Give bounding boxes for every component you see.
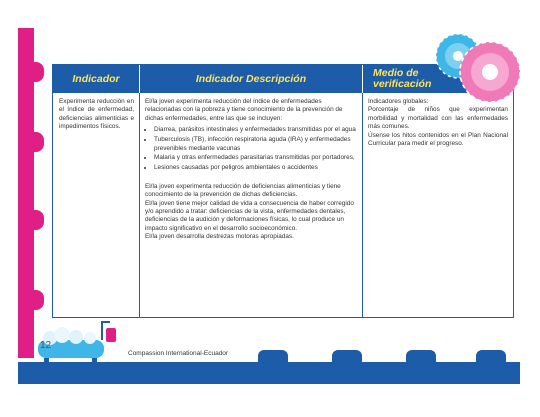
page-number: 12 <box>40 340 52 351</box>
column-divider <box>139 93 140 317</box>
binding-tab <box>32 290 44 310</box>
indicator-cell: Experimenta reducción en el índice de enfermedad, deficiencias alimenticias e impedimentos físicos. <box>59 98 134 131</box>
description-cell: El/la joven experimenta reducción del índice de enfermedades relacionadas con la pobreza y tiene conocimiento de la prevención de dichas enfermedades, entre las que se incluyen: • Diarrea, parásitos intestinales y enfermedades transmitidas por el agua • Tuberculosis (TB), infección respiratoria aguda (IRA) y enfermedades prevenibles mediante vacunas • Malaria y otras enfermedades parasitarias transmitidas por portadores, • Lesiones causadas por peligros ambientales o accidentes El/la joven experimenta reducción de deficiencias alimenticias y tiene conocimiento de la prevención de dichas deficiencias. El/la joven tiene mejor calidad de vida a consecuencia de haber corregido y/o aprendido a tratar: deficiencias de la vista, enfermedades dentales, deficiencias de la audición y deformaciones físicas, lo cual produce un impacto significativo en el desarrollo socioeconómico. El/la joven desarrolla destrezas motoras apropiadas. <box>145 98 357 242</box>
footer-bump <box>476 350 506 364</box>
footer-bump <box>406 350 436 364</box>
header-indicador: Indicador <box>53 65 139 93</box>
list-item: • Malaria y otras enfermedades parasitarias transmitidas por portadores, <box>154 154 357 162</box>
footer-bump <box>258 350 288 364</box>
verification-cell: Indicadores globales: Porcentaje de niños que experimentan morbilidad y mortalidad con las enfermedades más comunes. Úsense los hitos contenidos en el Plan Nacional Curricular para medir el progreso. <box>368 98 508 148</box>
list-item: • Diarrea, parásitos intestinales y enfermedades transmitidas por el agua <box>154 126 357 134</box>
footer-organization: Compassion International-Ecuador <box>128 350 229 357</box>
binding-tab <box>32 132 44 152</box>
disease-list <box>145 126 357 173</box>
header-indicador-descripcion: Indicador Descripción <box>140 65 362 93</box>
decorative-flower-illustration <box>428 30 524 110</box>
list-item: • Lesiones causadas por peligros ambientales o accidentes <box>154 164 357 172</box>
column-divider <box>362 93 363 317</box>
binding-tab <box>32 210 44 230</box>
header-medio-verificacion: Medio de verificación <box>363 65 513 93</box>
footer-bump <box>332 350 362 364</box>
binding-tab <box>32 62 44 82</box>
list-item: • Tuberculosis (TB), infección respiratoria aguda (IRA) y enfermedades prevenibles mediante vacunas <box>154 136 357 153</box>
